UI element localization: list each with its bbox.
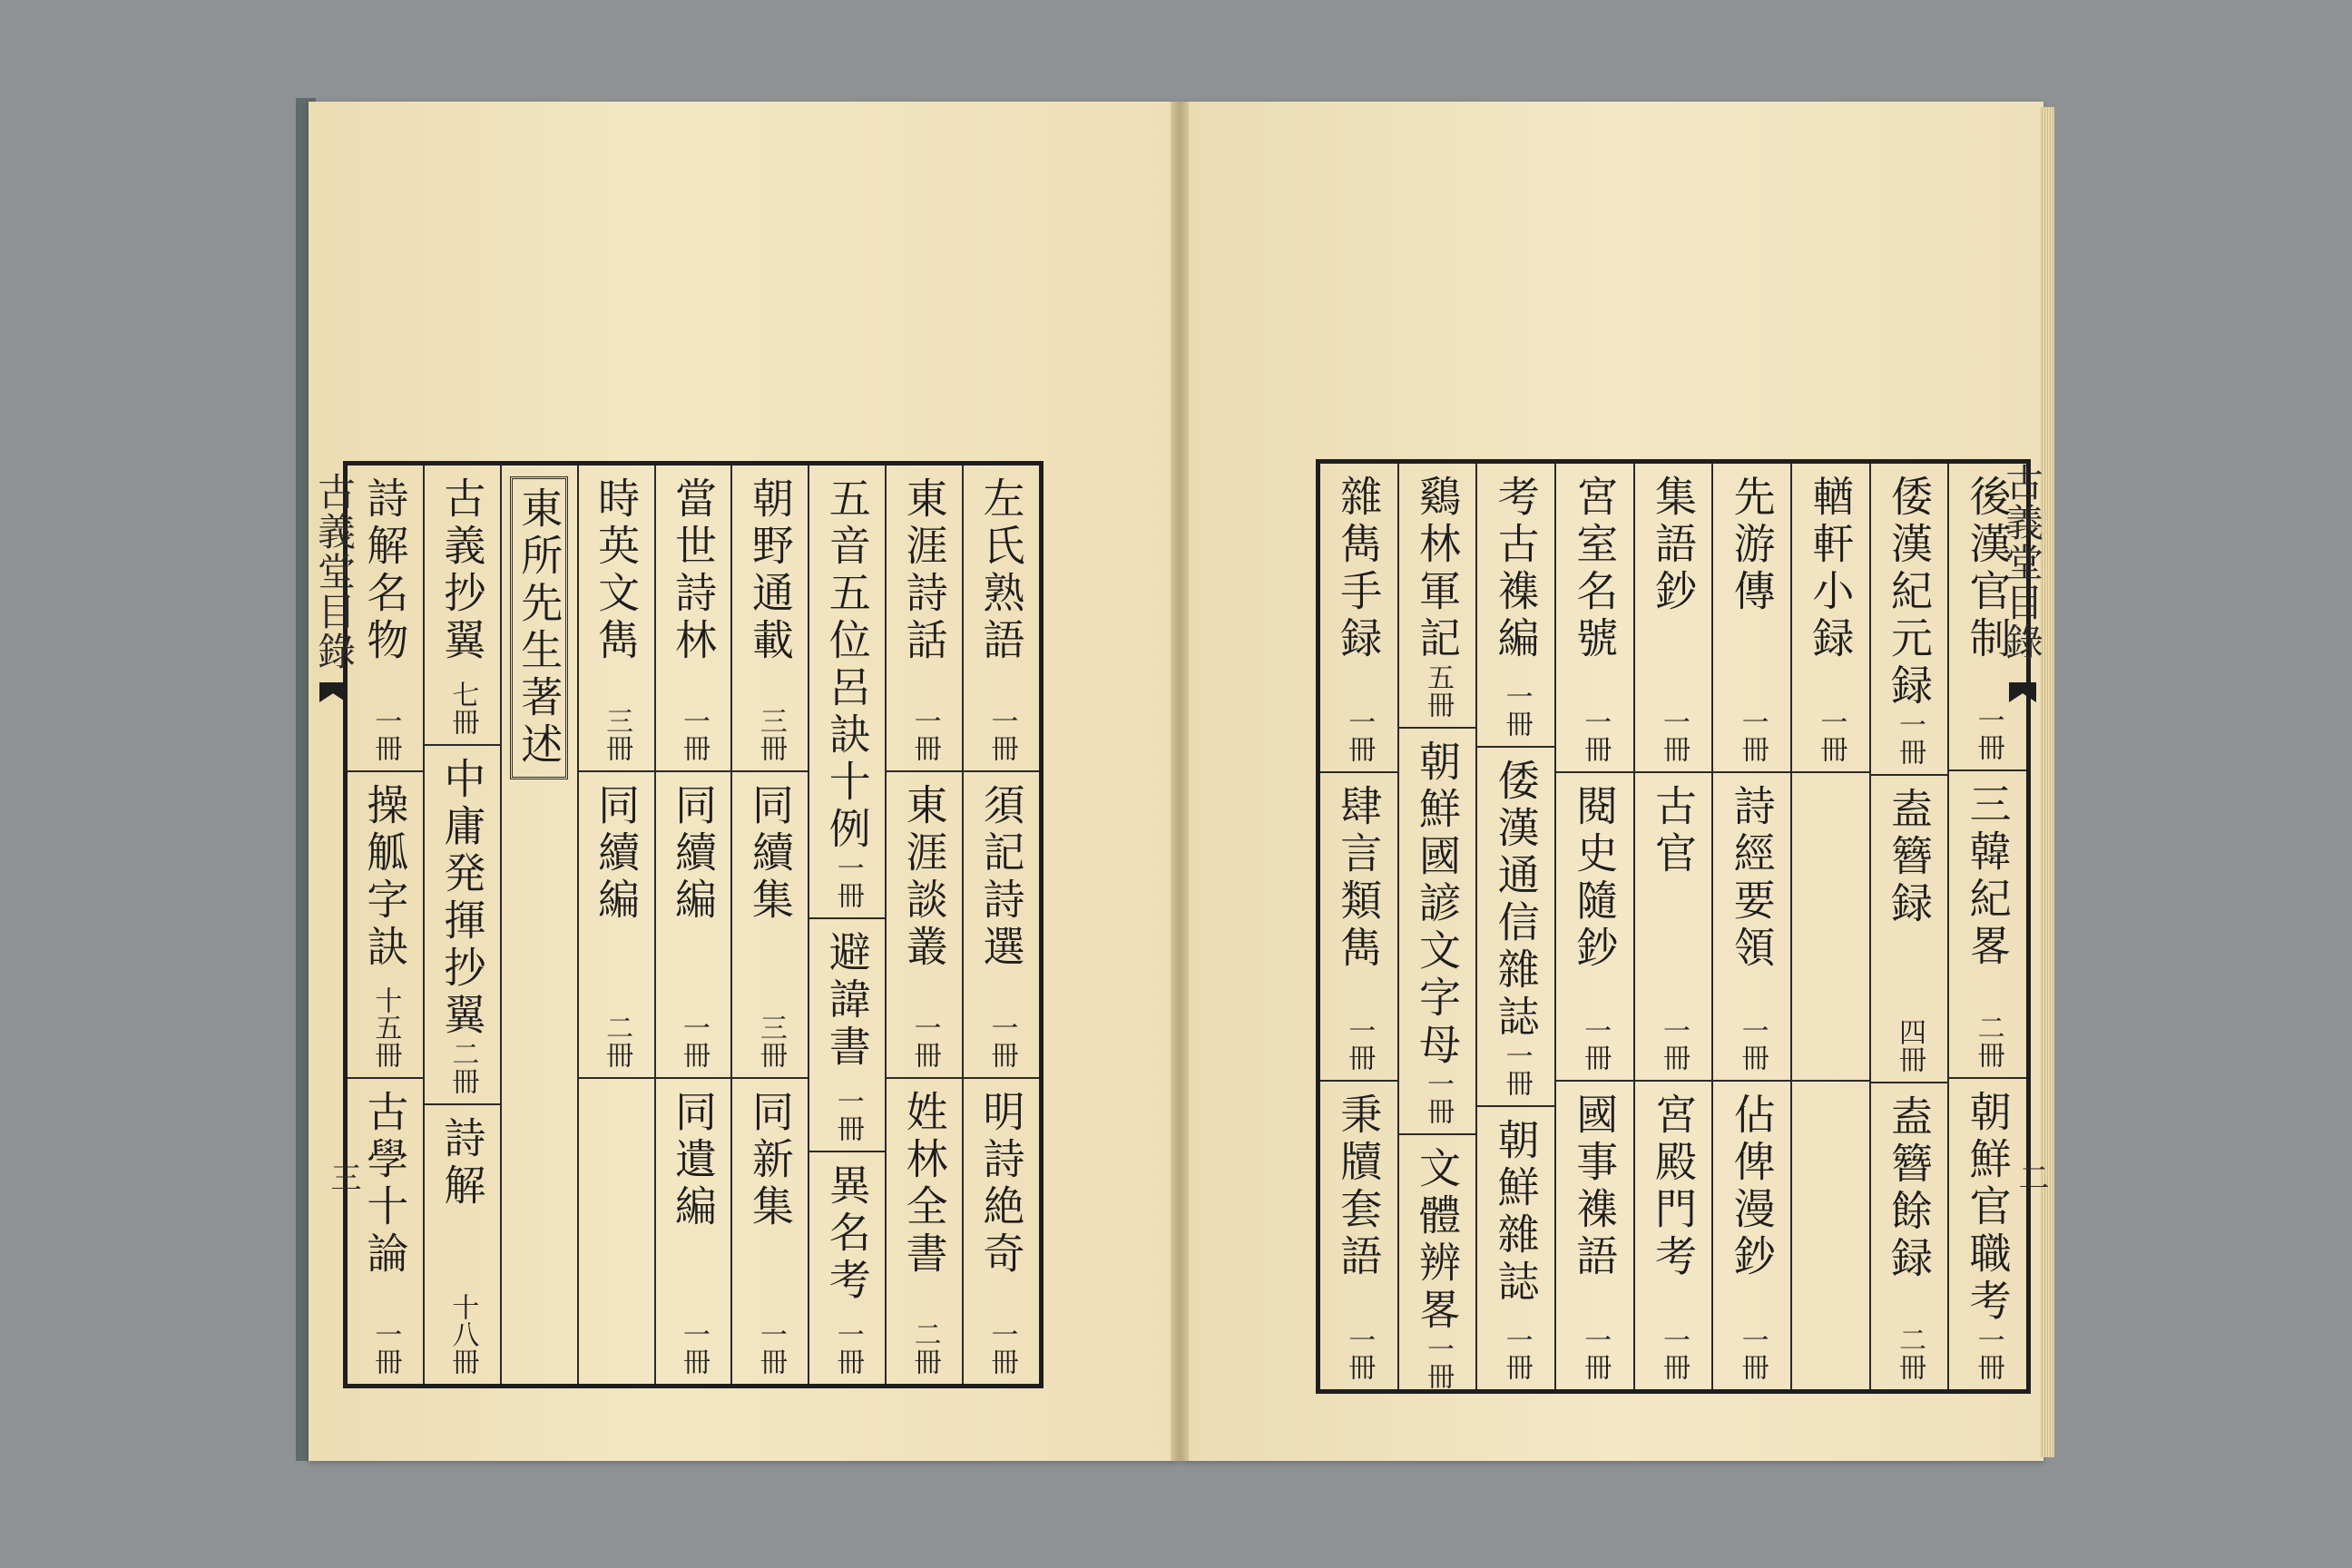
catalog-entry <box>1556 771 1633 1081</box>
catalog-entry <box>1399 1133 1476 1398</box>
volume-count: 二冊 <box>1893 1326 1926 1380</box>
catalog-entry <box>1477 464 1554 746</box>
volume-count: 一冊 <box>1736 707 1769 762</box>
volume-count: 一冊 <box>1579 1016 1612 1072</box>
catalog-entry <box>1320 1080 1397 1389</box>
volume-count: 一冊 <box>1500 1326 1533 1380</box>
volume-count: 一冊 <box>1500 682 1533 737</box>
catalog-entry <box>656 770 731 1077</box>
book-title: 輶軒小録 <box>1806 475 1856 663</box>
catalog-entry <box>1792 771 1869 1081</box>
catalog-entry <box>1320 464 1397 771</box>
catalog-entry <box>1635 464 1712 771</box>
book-title: 三韓紀畧 <box>1963 782 2013 971</box>
catalog-entry <box>1556 464 1633 771</box>
book-title: 五音五位呂訣十例 <box>822 476 872 854</box>
left-catalog-table <box>343 461 1044 1388</box>
book-title: 時英文雋 <box>592 476 642 665</box>
catalog-column <box>577 466 654 1384</box>
catalog-entry <box>732 1077 808 1384</box>
book-title: 先游傳 <box>1727 475 1777 616</box>
volume-count: 一冊 <box>1815 707 1847 762</box>
catalog-entry <box>1477 1105 1554 1389</box>
catalog-entry <box>656 466 731 770</box>
book-title: 當世詩林 <box>668 476 718 665</box>
catalog-entry <box>1713 464 1790 771</box>
volume-count: 一冊 <box>677 1320 710 1375</box>
volume-count: 三冊 <box>754 707 787 761</box>
volume-count: 一冊 <box>1579 1326 1612 1381</box>
book-title: 詩經要領 <box>1727 783 1777 973</box>
book-title: 同續編 <box>592 783 642 925</box>
catalog-entry <box>809 917 885 1151</box>
book-title: 宮室名號 <box>1570 475 1620 663</box>
volume-count: 一冊 <box>1972 706 2004 760</box>
right-catalog-table <box>1316 459 2031 1394</box>
volume-count: 一冊 <box>985 707 1018 761</box>
catalog-entry <box>1871 464 1948 774</box>
catalog-column <box>423 466 500 1384</box>
catalog-entry <box>887 466 962 770</box>
book-title: 中庸発揮抄翼 <box>437 757 487 1040</box>
book-title: 盍簪餘録 <box>1884 1094 1934 1283</box>
book-title: 後漢官制 <box>1963 475 2013 663</box>
book-title: 朝鮮雜誌 <box>1491 1118 1541 1307</box>
volume-count: 一冊 <box>831 854 864 908</box>
volume-count: 一冊 <box>1421 1070 1454 1124</box>
catalog-entry <box>579 466 654 770</box>
left-page-number: 三 <box>325 1161 361 1192</box>
right-page-number: 二 <box>2013 1161 2049 1192</box>
catalog-column <box>1397 464 1476 1389</box>
book-title: 須記詩選 <box>976 783 1026 972</box>
catalog-entry <box>1635 1080 1712 1389</box>
section-header-column <box>500 466 577 1384</box>
catalog-entry <box>887 1077 962 1384</box>
volume-count: 七冊 <box>446 681 479 735</box>
catalog-entry <box>732 466 808 770</box>
book-title: 同新集 <box>745 1090 795 1231</box>
volume-count: 一冊 <box>369 1320 402 1375</box>
book-title: 佔俾漫鈔 <box>1727 1093 1777 1282</box>
page-edges <box>2040 107 2054 1457</box>
catalog-entry <box>1713 1080 1790 1389</box>
book-title: 肆言類雋 <box>1334 783 1384 973</box>
book-title: 左氏熟語 <box>976 476 1026 665</box>
catalog-entry <box>425 1103 500 1384</box>
volume-count: 一冊 <box>831 1087 864 1142</box>
catalog-entry <box>964 1077 1039 1384</box>
catalog-entry <box>425 744 500 1103</box>
volume-count: 一冊 <box>831 1320 864 1375</box>
catalog-entry <box>1792 1080 1869 1389</box>
volume-count: 二冊 <box>1972 1014 2004 1068</box>
volume-count: 一冊 <box>1421 1335 1454 1389</box>
book-title: 倭漢紀元録 <box>1884 475 1934 710</box>
catalog-entry <box>425 466 500 744</box>
catalog-entry <box>1871 1082 1948 1389</box>
catalog-entry <box>964 466 1039 770</box>
volume-count: 一冊 <box>1736 1016 1769 1072</box>
book-title: 倭漢通信雜誌 <box>1491 759 1541 1042</box>
book-title: 秉牘套語 <box>1334 1093 1384 1282</box>
catalog-column <box>1475 464 1554 1389</box>
catalog-entry <box>809 466 885 917</box>
catalog-entry <box>656 1077 731 1384</box>
catalog-column <box>808 466 885 1384</box>
catalog-entry <box>1320 771 1397 1081</box>
book-title: 雜雋手録 <box>1334 475 1384 663</box>
catalog-entry <box>1713 771 1790 1081</box>
section-header-cell <box>502 466 577 1384</box>
catalog-column <box>1554 464 1633 1389</box>
catalog-entry <box>1635 771 1712 1081</box>
left-margin-title: 古義堂目錄 <box>312 472 357 671</box>
catalog-entry <box>579 770 654 1077</box>
book-title: 同遺編 <box>668 1090 718 1231</box>
volume-count: 一冊 <box>985 1014 1018 1068</box>
volume-count: 一冊 <box>1657 707 1690 762</box>
book-title: 古義抄翼 <box>437 476 487 665</box>
volume-count: 一冊 <box>1579 707 1612 762</box>
book-title: 鷄林軍記 <box>1412 475 1462 663</box>
catalog-entry <box>887 770 962 1077</box>
catalog-column <box>1320 464 1397 1389</box>
book-title: 朝鮮官職考 <box>1963 1090 2013 1326</box>
volume-count: 一冊 <box>1657 1016 1690 1072</box>
book-title: 詩解 <box>437 1116 487 1210</box>
book-title: 操觚字訣 <box>360 783 410 972</box>
book-title: 文體辨畧 <box>1412 1146 1462 1335</box>
volume-count: 十八冊 <box>446 1293 479 1375</box>
catalog-entry <box>964 770 1039 1077</box>
catalog-entry <box>1949 1077 2026 1389</box>
catalog-entry <box>348 770 423 1077</box>
catalog-entry <box>1399 727 1476 1133</box>
catalog-entry <box>1399 464 1476 727</box>
volume-count: 三冊 <box>754 1014 787 1068</box>
book-title: 避諱書 <box>822 930 872 1072</box>
book-title: 同續集 <box>745 783 795 925</box>
volume-count: 一冊 <box>1500 1042 1533 1096</box>
book-title: 姓林全書 <box>899 1090 949 1279</box>
catalog-column <box>1869 464 1948 1389</box>
volume-count: 一冊 <box>677 707 710 761</box>
volume-count: 一冊 <box>754 1320 787 1375</box>
book-title: 東涯詩話 <box>899 476 949 665</box>
section-heading: 東所先生著述 <box>510 476 568 779</box>
book-title: 盍簪録 <box>1884 787 1934 928</box>
catalog-column <box>962 466 1039 1384</box>
volume-count: 一冊 <box>985 1320 1018 1375</box>
book-title: 明詩絶奇 <box>976 1090 1026 1279</box>
volume-count: 一冊 <box>369 707 402 761</box>
book-title: 異名考 <box>822 1163 872 1305</box>
book-title: 閱史隨鈔 <box>1570 783 1620 973</box>
book-title: 古官 <box>1648 783 1698 878</box>
volume-count: 一冊 <box>1343 1016 1376 1072</box>
book-title: 古學十論 <box>360 1090 410 1279</box>
book-gutter <box>1171 102 1189 1461</box>
volume-count: 一冊 <box>1736 1326 1769 1381</box>
catalog-entry <box>348 1077 423 1384</box>
book-title: 朝鮮國諺文字母 <box>1412 740 1462 1070</box>
volume-count: 一冊 <box>1657 1326 1690 1381</box>
volume-count: 一冊 <box>908 1014 941 1068</box>
volume-count: 一冊 <box>1893 710 1926 765</box>
catalog-entry <box>732 770 808 1077</box>
book-title: 國事襍語 <box>1570 1093 1620 1282</box>
volume-count: 一冊 <box>677 1014 710 1068</box>
catalog-entry <box>579 1077 654 1384</box>
catalog-column <box>654 466 731 1384</box>
catalog-column <box>1790 464 1869 1389</box>
volume-count: 二冊 <box>601 1014 633 1068</box>
book-title: 詩解名物 <box>360 476 410 665</box>
book-title: 宮殿門考 <box>1648 1093 1698 1282</box>
book-title: 同續編 <box>668 783 718 925</box>
book-title: 考古襍編 <box>1491 475 1541 663</box>
catalog-entry <box>1792 464 1869 771</box>
volume-count: 一冊 <box>1972 1326 2004 1380</box>
catalog-entry <box>1477 746 1554 1105</box>
volume-count: 一冊 <box>1343 707 1376 762</box>
volume-count: 二冊 <box>446 1040 479 1094</box>
catalog-column <box>1711 464 1790 1389</box>
catalog-column <box>1633 464 1712 1389</box>
volume-count: 一冊 <box>1343 1326 1376 1381</box>
right-margin-title: 古義堂目錄 <box>2000 463 2044 662</box>
book-title: 東涯談叢 <box>899 783 949 972</box>
catalog-entry <box>1949 769 2026 1077</box>
volume-count: 三冊 <box>601 707 633 761</box>
catalog-entry <box>1871 774 1948 1082</box>
catalog-column <box>730 466 808 1384</box>
volume-count: 十五冊 <box>369 986 402 1068</box>
catalog-column <box>885 466 962 1384</box>
volume-count: 四冊 <box>1893 1018 1926 1073</box>
volume-count: 五冊 <box>1421 663 1454 718</box>
book-title: 朝野通載 <box>745 476 795 665</box>
catalog-entry <box>809 1151 885 1384</box>
catalog-entry <box>1556 1080 1633 1389</box>
book-title: 集語鈔 <box>1648 475 1698 616</box>
volume-count: 一冊 <box>908 707 941 761</box>
volume-count: 二冊 <box>908 1320 941 1375</box>
